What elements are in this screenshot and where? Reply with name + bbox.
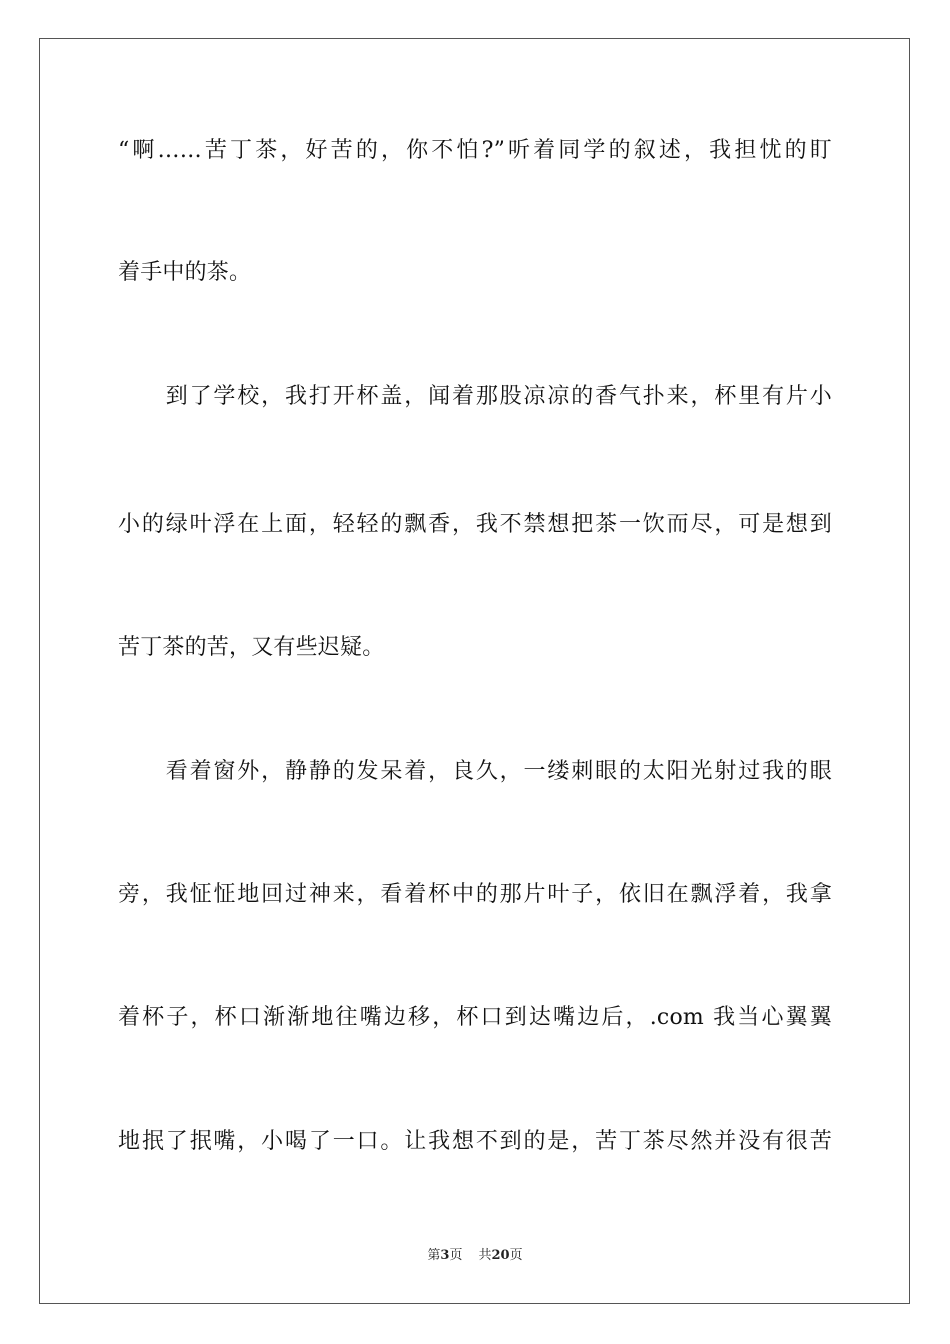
- text-line-7: 旁，我怔怔地回过神来，看着杯中的那片叶子，依旧在飘浮着，我拿: [118, 882, 832, 907]
- footer-page-suffix: 页: [449, 1248, 463, 1263]
- footer-page-prefix: 第: [427, 1248, 441, 1263]
- text-line-8: 着杯子，杯口渐渐地往嘴边移，杯口到达嘴边后，.com 我当心翼翼: [118, 1005, 832, 1030]
- page-border: [39, 38, 910, 1304]
- text-line-6: 看着窗外，静静的发呆着，良久，一缕刺眼的太阳光射过我的眼: [118, 759, 832, 784]
- text-line-1: “啊……苦丁茶，好苦的，你不怕?”听着同学的叙述，我担忧的盯: [118, 138, 832, 163]
- footer-page-number: 3: [440, 1248, 450, 1263]
- text-line-2: 着手中的茶。: [118, 260, 252, 285]
- footer-total-prefix: 共: [478, 1248, 492, 1263]
- page-footer: [0, 1246, 950, 1266]
- text-line-3: 到了学校，我打开杯盖，闻着那股凉凉的香气扑来，杯里有片小: [118, 384, 832, 409]
- footer-total-suffix: 页: [509, 1248, 523, 1263]
- text-line-5: 苦丁茶的苦，又有些迟疑。: [118, 635, 385, 660]
- text-line-9: 地抿了抿嘴，小喝了一口。让我想不到的是，苦丁茶尽然并没有很苦: [118, 1129, 832, 1154]
- footer-total-pages: 20: [491, 1248, 510, 1263]
- text-line-4: 小的绿叶浮在上面，轻轻的飘香，我不禁想把茶一饮而尽，可是想到: [118, 512, 832, 537]
